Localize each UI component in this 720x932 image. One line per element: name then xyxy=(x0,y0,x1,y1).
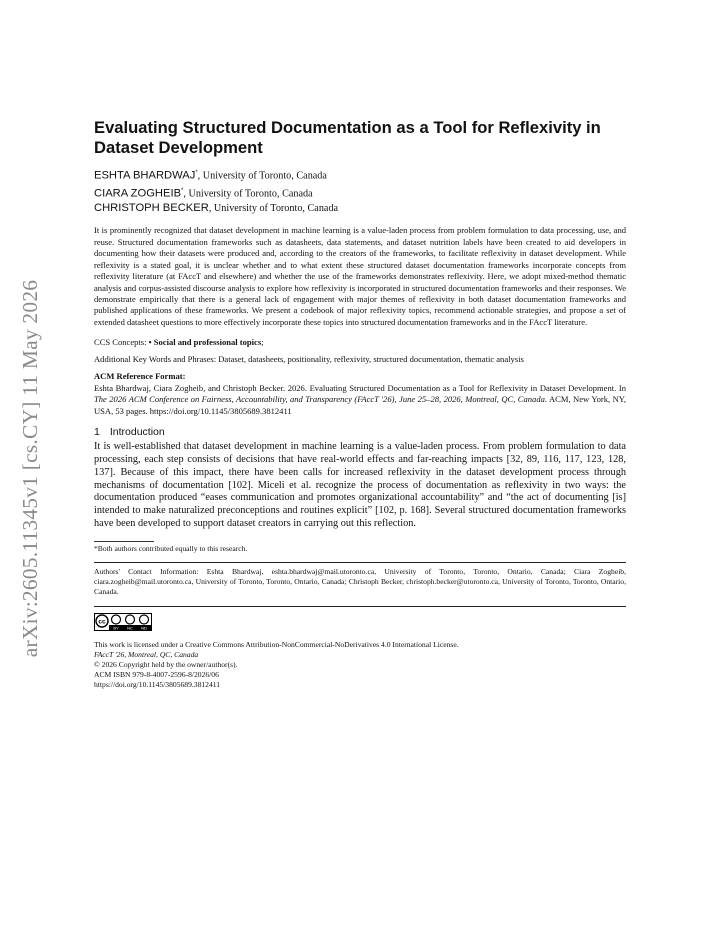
footnote-rule xyxy=(94,541,154,542)
cc-license-badge xyxy=(94,613,626,636)
divider xyxy=(94,606,626,607)
divider xyxy=(94,562,626,563)
section-title: Introduction xyxy=(109,426,165,439)
author-1 xyxy=(94,166,626,184)
footnote: *Both authors contributed equally to this research. xyxy=(94,543,248,553)
license-isbn: ACM ISBN 979-8-4007-2596-8/2026/06 xyxy=(94,670,219,680)
arxiv-stamp-text: arXiv:2605.11345v1 [cs.CY] 11 May 2026 xyxy=(18,279,43,657)
license-text: This work is licensed under a Creative Commons Attribution-NonCommercial-NoDerivatives 4.0 International License. xyxy=(94,639,459,649)
author-name: CIARA ZOGHEIB xyxy=(94,187,182,200)
acm-reference xyxy=(94,383,626,417)
contact-info: Authors' Contact Information: Eshta Bhardwaj, eshta.bhardwaj@mail.utoronto.ca, University of Toronto, Toronto, Ontario, Canada; Ciara Zogheib, ciara.zogheib@mail.utoronto.ca, University of Toronto, Toronto, Ontario, Canada; Christoph Becker, christoph.becker@utoronto.ca, University of Toronto, Toronto, Ontario, Canada. xyxy=(94,566,626,597)
ccs-concepts xyxy=(94,337,626,348)
author-name: ESHTA BHARDWAJ xyxy=(94,169,196,182)
cc-badge-label: ND xyxy=(141,625,147,631)
author-2 xyxy=(94,184,626,202)
cc-badge-icon xyxy=(94,613,152,631)
author-name: CHRISTOPH BECKER xyxy=(94,202,209,215)
paper-title: Evaluating Structured Documentation as a Tool for Reflexivity in Dataset Development xyxy=(94,118,601,157)
equal-contrib-mark: * xyxy=(181,187,184,194)
license-venue: FAccT '26, Montreal, QC, Canada xyxy=(94,649,199,659)
author-list xyxy=(94,166,626,216)
author-affiliation: , University of Toronto, Canada xyxy=(183,188,313,200)
acm-reference-pre: Eshta Bhardwaj, Ciara Zogheib, and Christoph Becker. 2026. Evaluating Structured Documentation as a Tool for Reflexivity in Dataset Development. In xyxy=(94,382,626,393)
arxiv-stamp xyxy=(14,258,48,678)
license-doi[interactable]: https://doi.org/10.1145/3805689.3812411 xyxy=(94,680,221,690)
ccs-end: ; xyxy=(261,336,264,347)
author-affiliation: , University of Toronto, Canada xyxy=(208,203,339,215)
acm-reference-post: ACM, New York, NY, USA, 53 pages. https://doi.org/10.1145/3805689.3812411 xyxy=(94,394,627,416)
abstract: It is prominently recognized that dataset development in machine learning is a value-laden process from problem formulation to data processing, use, and reuse. Structured documentation frameworks such as datasheets, data statements, and dataset nutrition labels have been created to aid developers in documenting how their datasets were produced and, according to the creators of the frameworks, to facilitate reflexivity in dataset development. While reflexivity is a stated goal, it is unclear whether and to what extent these structured dataset documentation frameworks incorporate concepts from reflexivity literature (at FAccT and elsewhere) and whether the use of the frameworks demonstrates reflexivity. Here, we adopt mixed-method thematic analysis and corpus-assisted discourse analysis to explore how reflexivity is incorporated in structured documentation frameworks and their responses. We demonstrate empirically that there is a general lack of engagement with major themes of reflexivity in both dataset documentation frameworks and published applications of these frameworks. We present a codebook of major reflexivity topics, recommend actionable strategies, and propose a set of extended datasheet questions to more effectively incorporate these topics into structured documentation frameworks and in the FAccT literature. xyxy=(94,225,626,327)
keywords: Additional Key Words and Phrases: Dataset, datasheets, positionality, reflexivity, structured documentation, thematic analysis xyxy=(94,354,524,365)
author-affiliation: , University of Toronto, Canada xyxy=(197,170,327,182)
intro-paragraph: It is well-established that dataset development in machine learning is a value-laden process. From problem formulation to data processing, each step consists of decisions that have real-world effects and far-reaching impacts [32, 89, 116, 117, 123, 128, 137]. Because of this impact, there have been calls for increased reflexivity in the dataset development process through mechanisms of documentation [102]. Miceli et al. recognize the process of documentation as reflexivity in two ways: the documentation produced “eases communication and promotes organizational accountability” and “the act of documenting [is] intended to make naturalized preconceptions and routines explicit” [102, p. 168]. Several structured documentation frameworks have been developed to support dataset creators in carrying out this reflection. xyxy=(94,441,626,529)
svg-text:cc: cc xyxy=(98,618,106,626)
author-3 xyxy=(94,201,626,216)
license-copyright: © 2026 Copyright held by the owner/author(s). xyxy=(94,660,238,669)
equal-contrib-mark: * xyxy=(195,170,198,176)
section-heading xyxy=(94,426,626,438)
cc-badge-label: BY xyxy=(113,625,119,631)
acm-reference-venue: The 2026 ACM Conference on Fairness, Accountability, and Transparency (FAccT '26), June 25–28, 2026, Montreal, QC, Canada. xyxy=(94,394,548,405)
ccs-label: CCS Concepts: xyxy=(94,336,149,347)
ccs-concept: • Social and professional topics xyxy=(148,336,262,347)
cc-badge-label: NC xyxy=(127,625,133,631)
section-number: 1 xyxy=(94,426,100,439)
license-block xyxy=(94,640,626,691)
paper-page xyxy=(94,118,626,691)
acm-reference-heading: ACM Reference Format: xyxy=(94,371,186,382)
